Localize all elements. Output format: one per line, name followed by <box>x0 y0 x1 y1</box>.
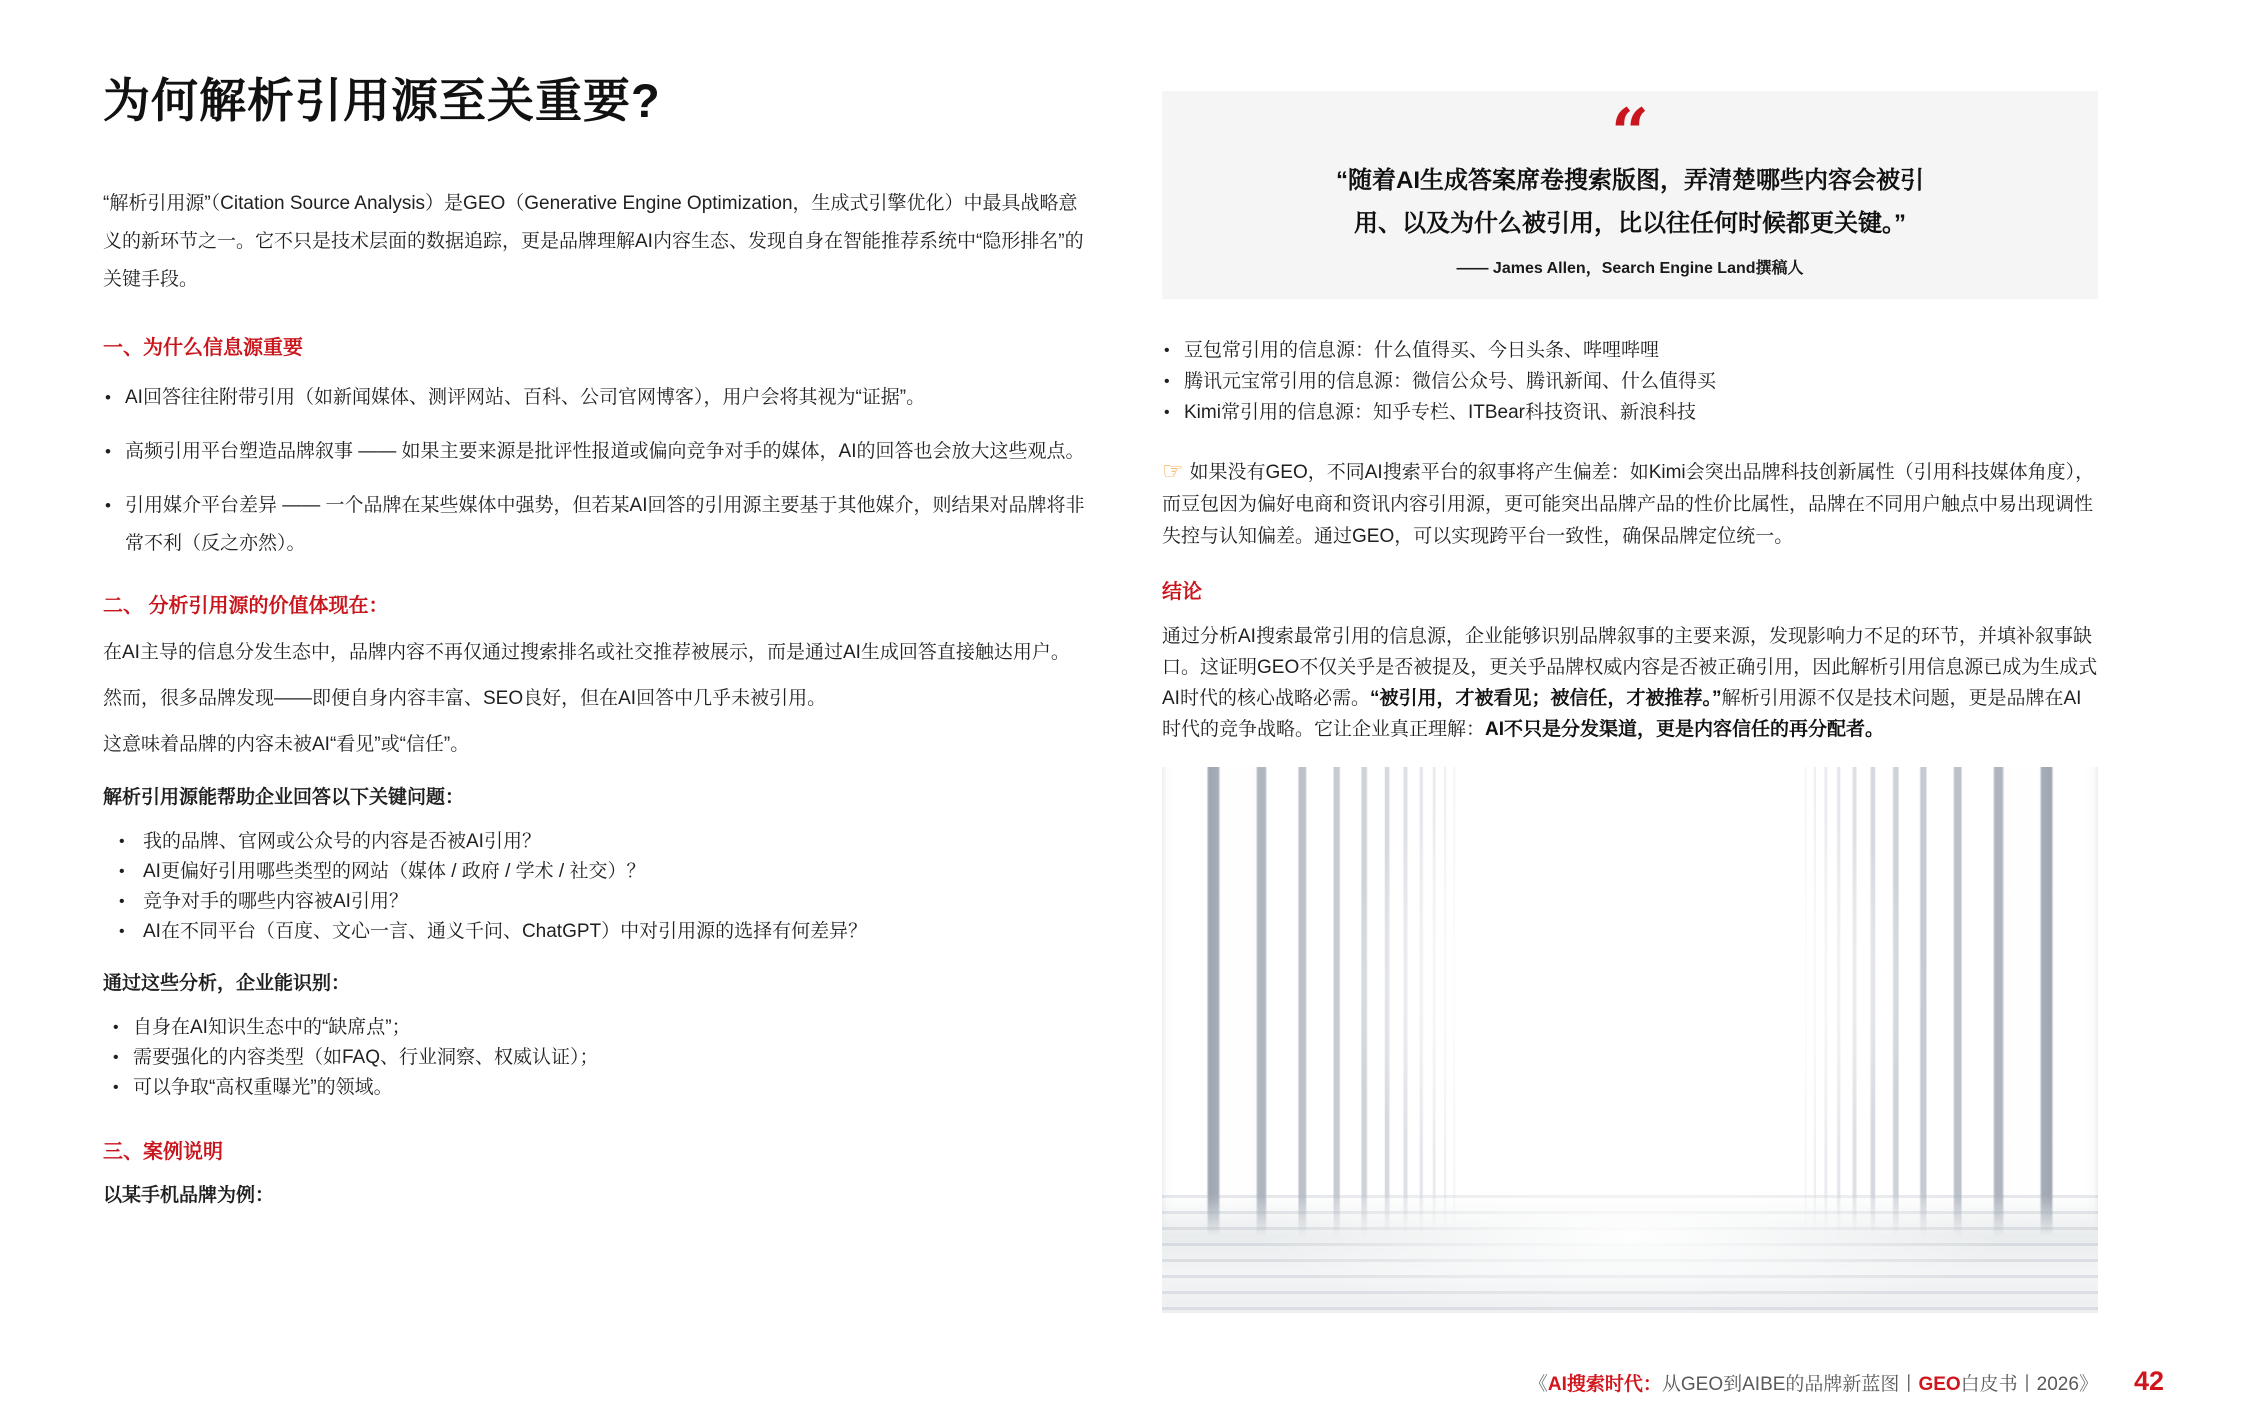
page-footer <box>1529 1366 2164 1400</box>
list-item: • AI更偏好引用哪些类型的网站（媒体 / 政府 / 学术 / 社交）？ <box>103 857 1093 887</box>
pull-quote-box <box>1162 91 2098 299</box>
list-item: • AI在不同平台（百度、文心一言、通义千问、ChatGPT）中对引用源的选择有何差异？ <box>103 917 1093 947</box>
quote-text-line: “随着AI生成答案席卷搜索版图，弄清楚哪些内容会被引 <box>1336 167 1924 194</box>
list-item: • 引用媒介平台差异 —— 一个品牌在某些媒体中强势，但若某AI回答的引用源主要基于其他媒介，则结果对品牌将非常不利（反之亦然）。 <box>103 487 1093 563</box>
footer-text: 白皮书丨2026》 <box>1960 1374 2098 1395</box>
footer-text: 《 <box>1528 1374 1548 1395</box>
identify-heading: 通过这些分析，企业能识别： <box>103 972 351 994</box>
right-column <box>1162 91 2098 1313</box>
case-lead: 以某手机品牌为例： <box>103 1184 275 1206</box>
paragraph: 然而，很多品牌发现——即便自身内容丰富、SEO良好，但在AI回答中几乎未被引用。 <box>103 687 827 709</box>
conclusion-text: 通过分析AI搜索最常引用的信息源，企业能够识别品牌叙事的主要来源，发现影响力不足的环节，并填补叙事缺口。这证明GEO不仅关乎是否被提及，更关乎品牌权威内容是否被正确引用，因此解析引用信息源已成为生成式AI时代的核心战略必需。 <box>1162 626 2098 709</box>
quote-icon: “ <box>1611 94 1649 172</box>
section-1-list <box>103 379 1093 563</box>
page-number: 42 <box>2133 1366 2164 1396</box>
list-item: • 自身在AI知识生态中的“缺席点”； <box>103 1013 1093 1043</box>
left-column <box>103 72 1093 1209</box>
ai-sources-list <box>1162 335 2098 428</box>
footer-text: 从GEO到AIBE的品牌新蓝图丨 <box>1661 1374 1919 1395</box>
list-item: • 可以争取“高权重曝光”的领域。 <box>103 1073 1093 1103</box>
footer-geo-label: GEO <box>1918 1374 1961 1395</box>
pointing-hand-icon: ☞ <box>1162 458 1184 485</box>
conclusion-heading: 结论 <box>1162 581 1202 603</box>
key-questions-heading: 解析引用源能帮助企业回答以下关键问题： <box>103 786 465 808</box>
corridor-floor <box>1162 1195 2098 1313</box>
list-item: • AI回答往往附带引用（如新闻媒体、测评网站、百科、公司官网博客），用户会将其视为“证据”。 <box>103 379 1093 417</box>
conclusion-text: 解析引用源不仅是技术问题，更是品牌在AI时代的竞争战略。它让企业真正理解： <box>1162 688 2082 740</box>
list-item: • 高频引用平台塑造品牌叙事 —— 如果主要来源是批评性报道或偏向竞争对手的媒体，AI的回答也会放大这些观点。 <box>103 433 1093 471</box>
page-title: 为何解析引用源至关重要? <box>103 74 661 127</box>
list-item: • 腾讯元宝常引用的信息源：微信公众号、腾讯新闻、什么值得买 <box>1162 366 2098 397</box>
list-item: • 我的品牌、官网或公众号的内容是否被AI引用？ <box>103 827 1093 857</box>
section-3-heading: 三、案例说明 <box>103 1140 223 1163</box>
list-item: • Kimi常引用的信息源：知乎专栏、ITBear科技资讯、新浪科技 <box>1162 397 2098 428</box>
section-1-heading: 一、为什么信息源重要 <box>103 336 303 359</box>
identify-list <box>103 1013 1093 1103</box>
paragraph: 在AI主导的信息分发生态中，品牌内容不再仅通过搜索排名或社交推荐被展示，而是通过AI生成回答直接触达用户。 <box>103 641 1070 663</box>
conclusion-paragraph <box>1162 621 2098 745</box>
intro-paragraph: “解析引用源”（Citation Source Analysis）是GEO（Generative Engine Optimization，生成式引擎优化）中最具战略意义的新环节之一。它不只是技术层面的数据追踪，更是品牌理解AI内容生态、发现自身在智能推荐系统中“隐形排名”的关键手段。 <box>103 192 1084 290</box>
footer-series-title: AI搜索时代： <box>1547 1374 1662 1395</box>
section-2-heading: 二、 分析引用源的价值体现在： <box>103 594 389 617</box>
paragraph: 这意味着品牌的内容未被AI“看见”或“信任”。 <box>103 733 470 755</box>
white-pillars-corridor-image <box>1162 767 2098 1313</box>
conclusion-bold-quote: “被引用，才被看见；被信任，才被推荐。” <box>1369 688 1722 709</box>
geo-note-paragraph <box>1162 456 2098 553</box>
list-item: • 豆包常引用的信息源：什么值得买、今日头条、哔哩哔哩 <box>1162 335 2098 366</box>
conclusion-bold-statement: AI不只是分发渠道，更是内容信任的再分配者。 <box>1485 719 1885 740</box>
quote-text-line: 用、以及为什么被引用，比以往任何时候都更关键。” <box>1354 210 1906 237</box>
key-questions-list <box>103 827 1093 947</box>
list-item: • 需要强化的内容类型（如FAQ、行业洞察、权威认证）； <box>103 1043 1093 1073</box>
geo-note-text: 如果没有GEO，不同AI搜索平台的叙事将产生偏差：如Kimi会突出品牌科技创新属性（引用科技媒体角度），而豆包因为偏好电商和资讯内容引用源，更可能突出品牌产品的性价比属性，品牌在不同用户触点中易出现调性失控与认知偏差。通过GEO，可以实现跨平台一致性，确保品牌定位统一。 <box>1162 462 2095 547</box>
list-item: • 竞争对手的哪些内容被AI引用？ <box>103 887 1093 917</box>
quote-attribution: —— James Allen，Search Engine Land撰稿人 <box>1456 260 1804 277</box>
